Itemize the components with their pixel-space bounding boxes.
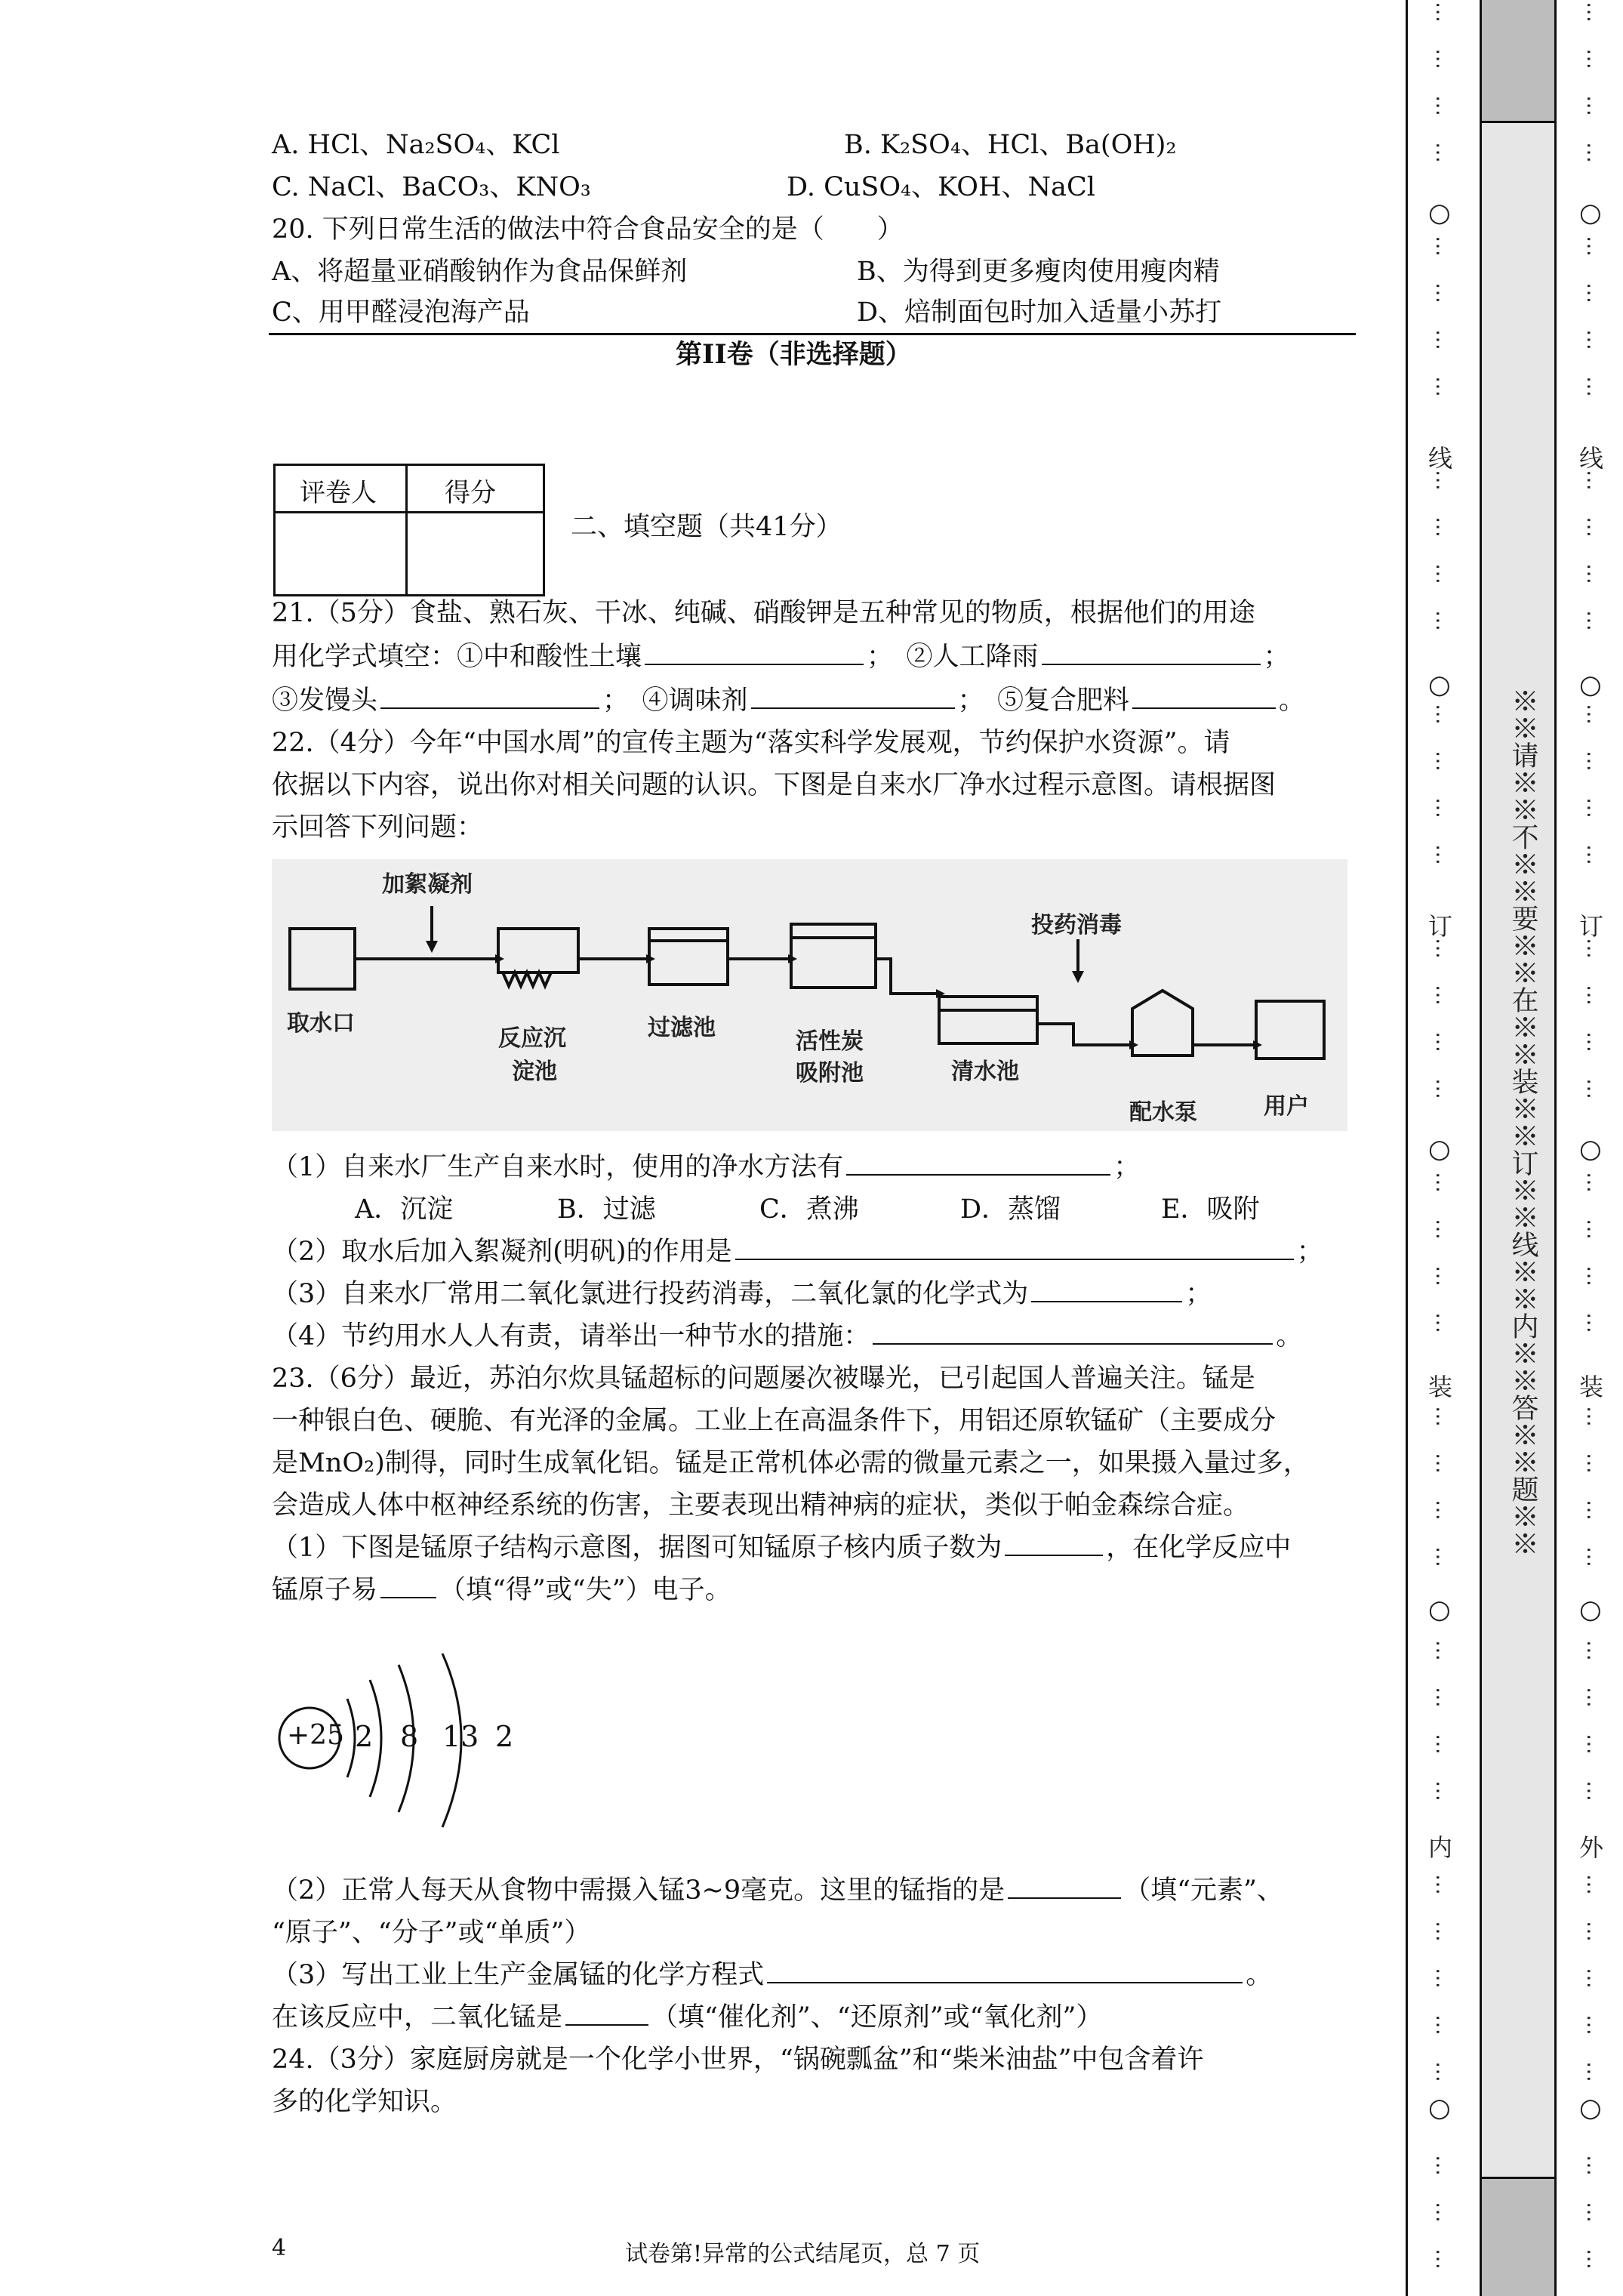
dots: … bbox=[1431, 1031, 1456, 1052]
circle-mark: ○ bbox=[1579, 670, 1602, 700]
clear-tank bbox=[939, 997, 1037, 1043]
dots: … bbox=[1582, 282, 1607, 304]
q21-line2: 用化学式填空：①中和酸性土壤 ； ②人工降雨 ； bbox=[272, 642, 1290, 672]
dots: … bbox=[1431, 985, 1456, 1006]
dots: … bbox=[1582, 2248, 1607, 2270]
dots: … bbox=[1431, 1499, 1456, 1521]
circle-mark: ○ bbox=[1579, 2093, 1602, 2123]
dots: … bbox=[1582, 704, 1607, 725]
dots: … bbox=[1431, 1546, 1456, 1567]
label-intake: 取水口 bbox=[287, 1010, 355, 1037]
q19-option-d: D. CuSO₄、KOH、NaCl bbox=[787, 172, 1095, 202]
dots: … bbox=[1431, 95, 1456, 116]
dots: … bbox=[1431, 2248, 1456, 2270]
shell-2: 8 bbox=[400, 1720, 419, 1753]
q21-blank-3[interactable] bbox=[380, 685, 599, 709]
q21-blank-1[interactable] bbox=[645, 641, 864, 665]
dots: … bbox=[1582, 1219, 1607, 1240]
label-user: 用户 bbox=[1264, 1093, 1309, 1120]
binding-label: 外 bbox=[1579, 1833, 1604, 1862]
dots: … bbox=[1582, 985, 1607, 1006]
q20-option-d: D、焙制面包时加入适量小苏打 bbox=[857, 297, 1222, 328]
dots: … bbox=[1431, 2202, 1456, 2223]
dots: … bbox=[1431, 704, 1456, 725]
q23-blank-role[interactable] bbox=[565, 2002, 648, 2026]
binding-label: 线 bbox=[1579, 444, 1604, 473]
binding-label: 订 bbox=[1428, 912, 1453, 941]
pump bbox=[1132, 991, 1193, 1056]
q20-option-a: A、将超量亚硝酸钠作为食品保鲜剂 bbox=[272, 257, 688, 287]
binding-label: 内 bbox=[1428, 1833, 1453, 1862]
dots: … bbox=[1431, 1406, 1456, 1427]
q23-sub3-line1: （3）写出工业上生产金属锰的化学方程式 。 bbox=[272, 1960, 1273, 1990]
q22-sub2: （2）取水后加入絮凝剂(明矾)的作用是 ； bbox=[272, 1237, 1323, 1267]
dots: … bbox=[1431, 1172, 1456, 1193]
shell-4: 2 bbox=[495, 1720, 514, 1753]
dots: … bbox=[1582, 329, 1607, 350]
dots: … bbox=[1431, 938, 1456, 959]
dots: … bbox=[1582, 48, 1607, 69]
dots: … bbox=[1582, 1968, 1607, 1989]
q22-blank-3[interactable] bbox=[1031, 1278, 1182, 1302]
circle-mark: ○ bbox=[1579, 1595, 1602, 1625]
q22-sub3: （3）自来水厂常用二氧化氯进行投药消毒，二氧化氯的化学式为 ； bbox=[272, 1279, 1212, 1309]
label-filter: 过滤池 bbox=[648, 1015, 716, 1041]
outer-dots-column bbox=[1575, 0, 1612, 2296]
dots: … bbox=[1582, 563, 1607, 584]
no-answer-warning: ※※请※※不※※要※※在※※装※※订※※线※※内※※答※※题※※ bbox=[1508, 687, 1538, 1557]
dots: … bbox=[1582, 1406, 1607, 1427]
score-table bbox=[273, 464, 545, 596]
q22-blank-4[interactable] bbox=[873, 1321, 1273, 1345]
q19-option-b: B. K₂SO₄、HCl、Ba(OH)₂ bbox=[844, 130, 1177, 160]
label-carbon-1: 活性炭 bbox=[796, 1028, 864, 1055]
dots: … bbox=[1582, 1078, 1607, 1099]
process-flow bbox=[272, 859, 1347, 1131]
q19-option-c: C. NaCl、BaCO₃、KNO₃ bbox=[272, 172, 591, 202]
circle-mark: ○ bbox=[1428, 198, 1451, 228]
dots: … bbox=[1431, 329, 1456, 350]
dots: … bbox=[1431, 470, 1456, 491]
page-number: 4 bbox=[272, 2235, 287, 2261]
q22-line1: 22.（4分）今年“中国水周”的宣传主题为“落实科学发展观，节约保护水资源”。请 bbox=[272, 728, 1230, 758]
q22-sub1: （1）自来水厂生产自来水时，使用的净水方法有 ； bbox=[272, 1152, 1141, 1182]
q23-sub2-line1: （2）正常人每天从食物中需摄入锰3~9毫克。这里的锰指的是 （填“元素”、 bbox=[272, 1875, 1283, 1906]
circle-mark: ○ bbox=[1428, 1595, 1451, 1625]
binding-label: 订 bbox=[1579, 912, 1604, 941]
dots: … bbox=[1431, 1078, 1456, 1099]
circle-mark: ○ bbox=[1428, 2093, 1451, 2123]
q23-sub1-line1: （1）下图是锰原子结构示意图，据图可知锰原子核内质子数为 ，在化学反应中 bbox=[272, 1533, 1292, 1563]
q24-line2: 多的化学知识。 bbox=[272, 2087, 457, 2117]
dots: … bbox=[1431, 610, 1456, 631]
label-clear: 清水池 bbox=[951, 1059, 1019, 1085]
dots: … bbox=[1582, 516, 1607, 538]
dots: … bbox=[1431, 1921, 1456, 1942]
q23-sub2-line2: “原子”、“分子”或“单质”） bbox=[272, 1918, 591, 1948]
dots: … bbox=[1431, 2061, 1456, 2082]
q19-option-a: A. HCl、Na₂SO₄、KCl bbox=[272, 130, 560, 160]
dots: … bbox=[1582, 797, 1607, 818]
dots: … bbox=[1431, 1780, 1456, 1801]
label-carbon-2: 吸附池 bbox=[796, 1060, 864, 1086]
q20-option-c: C、用甲醛浸泡海产品 bbox=[272, 297, 530, 328]
dots: … bbox=[1582, 2202, 1607, 2223]
binding-label: 装 bbox=[1428, 1373, 1453, 1401]
dots: … bbox=[1431, 1312, 1456, 1333]
dots: … bbox=[1582, 938, 1607, 959]
q22-sub4: （4）节约用水人人有责，请举出一种节水的措施： 。 bbox=[272, 1321, 1303, 1351]
label-coagulant: 加絮凝剂 bbox=[382, 871, 473, 898]
q21-line1: 21.（5分）食盐、熟石灰、干冰、纯碱、硝酸钾是五种常见的物质，根据他们的用途 bbox=[272, 598, 1255, 628]
dots: … bbox=[1582, 1921, 1607, 1942]
dots: … bbox=[1431, 797, 1456, 818]
shell-1: 2 bbox=[355, 1720, 374, 1753]
circle-mark: ○ bbox=[1428, 670, 1451, 700]
manganese-atom-diagram bbox=[272, 1653, 544, 1857]
dots: … bbox=[1582, 470, 1607, 491]
dots: … bbox=[1582, 1687, 1607, 1708]
reaction-tank bbox=[498, 929, 578, 972]
dots: … bbox=[1582, 376, 1607, 397]
carbon-tank bbox=[791, 924, 876, 988]
dots: … bbox=[1431, 142, 1456, 163]
dots: … bbox=[1582, 1874, 1607, 1895]
dots: … bbox=[1582, 610, 1607, 631]
dots: … bbox=[1582, 1499, 1607, 1521]
q20-option-b: B、为得到更多瘦肉使用瘦肉精 bbox=[857, 257, 1220, 287]
circle-mark: ○ bbox=[1428, 1134, 1451, 1164]
dots: … bbox=[1582, 2, 1607, 23]
circle-mark: ○ bbox=[1579, 1134, 1602, 1164]
shell-3: 13 bbox=[442, 1720, 479, 1753]
dots: … bbox=[1582, 1640, 1607, 1661]
inner-dots-column bbox=[1424, 0, 1461, 2296]
section-title: 二、填空题（共41分） bbox=[571, 512, 842, 542]
dots: … bbox=[1431, 844, 1456, 865]
dots: … bbox=[1582, 1031, 1607, 1052]
binding-label: 线 bbox=[1428, 444, 1453, 473]
dots: … bbox=[1582, 1780, 1607, 1801]
filter-tank bbox=[649, 929, 728, 985]
dots: … bbox=[1582, 1734, 1607, 1755]
dots: … bbox=[1431, 2014, 1456, 2036]
q22-line3: 示回答下列问题： bbox=[272, 812, 484, 843]
binding-margin bbox=[1406, 0, 1623, 2296]
q23-line4: 会造成人体中枢神经系统的伤害，主要表现出精神病的症状，类似于帕金森综合症。 bbox=[272, 1490, 1250, 1521]
q21-line3: ③发馒头 ； ④调味剂 ； ⑤复合肥料 。 bbox=[272, 686, 1306, 716]
dots: … bbox=[1582, 1312, 1607, 1333]
q21-blank-5[interactable] bbox=[1132, 685, 1276, 709]
dots: … bbox=[1582, 142, 1607, 163]
binding-label: 装 bbox=[1579, 1373, 1604, 1401]
q23-sub3-line2: 在该反应中，二氧化锰是 （填“催化剂”、“还原剂”或“氧化剂”） bbox=[272, 2002, 1103, 2032]
dots: … bbox=[1431, 516, 1456, 538]
dots: … bbox=[1582, 1172, 1607, 1193]
dots: … bbox=[1431, 376, 1456, 397]
dots: … bbox=[1582, 1265, 1607, 1287]
label-reaction-2: 淀池 bbox=[512, 1059, 557, 1085]
dots: … bbox=[1431, 1687, 1456, 1708]
dots: … bbox=[1431, 1734, 1456, 1755]
q23-blank-equation[interactable] bbox=[767, 1959, 1243, 1983]
q23-line1: 23.（6分）最近，苏泊尔炊具锰超标的问题屡次被曝光，已引起国人普遍关注。锰是 bbox=[272, 1364, 1255, 1394]
dots: … bbox=[1431, 563, 1456, 584]
dots: … bbox=[1582, 2061, 1607, 2082]
footer-text: 试卷第!异常的公式结尾页，总 7 页 bbox=[625, 2241, 981, 2267]
q23-blank-electron[interactable] bbox=[380, 1574, 436, 1598]
q23-line2: 一种银白色、硬脆、有光泽的金属。工业上在高温条件下，用铝还原软锰矿（主要成分 bbox=[272, 1406, 1277, 1436]
water-treatment-diagram bbox=[272, 859, 1347, 1131]
dots: … bbox=[1431, 2155, 1456, 2176]
intake-box bbox=[290, 929, 355, 989]
dots: … bbox=[1431, 282, 1456, 304]
nucleus-charge: +25 bbox=[287, 1720, 344, 1751]
label-reaction-1: 反应沉 bbox=[498, 1025, 566, 1052]
dots: … bbox=[1431, 1265, 1456, 1287]
label-disinfect: 投药消毒 bbox=[1031, 912, 1122, 938]
dots: … bbox=[1582, 2014, 1607, 2036]
user-box bbox=[1256, 1001, 1324, 1059]
q21-blank-2[interactable] bbox=[1042, 641, 1261, 665]
q23-line3: 是MnO₂)制得，同时生成氧化铝。锰是正常机体必需的微量元素之一，如果摄入量过多， bbox=[272, 1448, 1310, 1478]
dots: … bbox=[1582, 1453, 1607, 1474]
circle-mark: ○ bbox=[1579, 198, 1602, 228]
dots: … bbox=[1431, 1219, 1456, 1240]
label-pump: 配水泵 bbox=[1129, 1099, 1197, 1126]
reviewer-label: 评卷人 bbox=[300, 478, 377, 508]
dots: … bbox=[1431, 236, 1456, 257]
dots: … bbox=[1431, 750, 1456, 772]
q23-blank-protons[interactable] bbox=[1005, 1532, 1103, 1556]
q22-choices: A．沉淀 B．过滤 C．煮沸 D．蒸馏 E．吸附 bbox=[355, 1194, 1260, 1225]
q23-sub1-line2: 锰原子易 （填“得”或“失”）电子。 bbox=[272, 1575, 731, 1605]
q22-blank-2[interactable] bbox=[735, 1236, 1294, 1260]
q23-blank-element[interactable] bbox=[1008, 1875, 1121, 1899]
q24-line1: 24.（3分）家庭厨房就是一个化学小世界，“锅碗瓢盆”和“柴米油盐”中包含着许 bbox=[272, 2045, 1204, 2075]
q20-stem: 20. 下列日常生活的做法中符合食品安全的是（ ） bbox=[272, 214, 904, 245]
dots: … bbox=[1431, 1968, 1456, 1989]
dots: … bbox=[1431, 1453, 1456, 1474]
q22-line2: 依据以下内容，说出你对相关问题的认识。下图是自来水厂净水过程示意图。请根据图 bbox=[272, 770, 1277, 800]
dots: … bbox=[1582, 236, 1607, 257]
score-label: 得分 bbox=[445, 478, 496, 508]
q21-blank-4[interactable] bbox=[751, 685, 955, 709]
part-divider bbox=[269, 333, 1356, 335]
dots: … bbox=[1431, 48, 1456, 69]
dots: … bbox=[1431, 2, 1456, 23]
part2-title: 第II卷（非选择题） bbox=[676, 339, 912, 370]
dots: … bbox=[1431, 1640, 1456, 1661]
dots: … bbox=[1582, 750, 1607, 772]
dots: … bbox=[1431, 1874, 1456, 1895]
dots: … bbox=[1582, 1546, 1607, 1567]
dots: … bbox=[1582, 95, 1607, 116]
dots: … bbox=[1582, 844, 1607, 865]
q22-blank-1[interactable] bbox=[846, 1151, 1110, 1176]
dots: … bbox=[1582, 2155, 1607, 2176]
